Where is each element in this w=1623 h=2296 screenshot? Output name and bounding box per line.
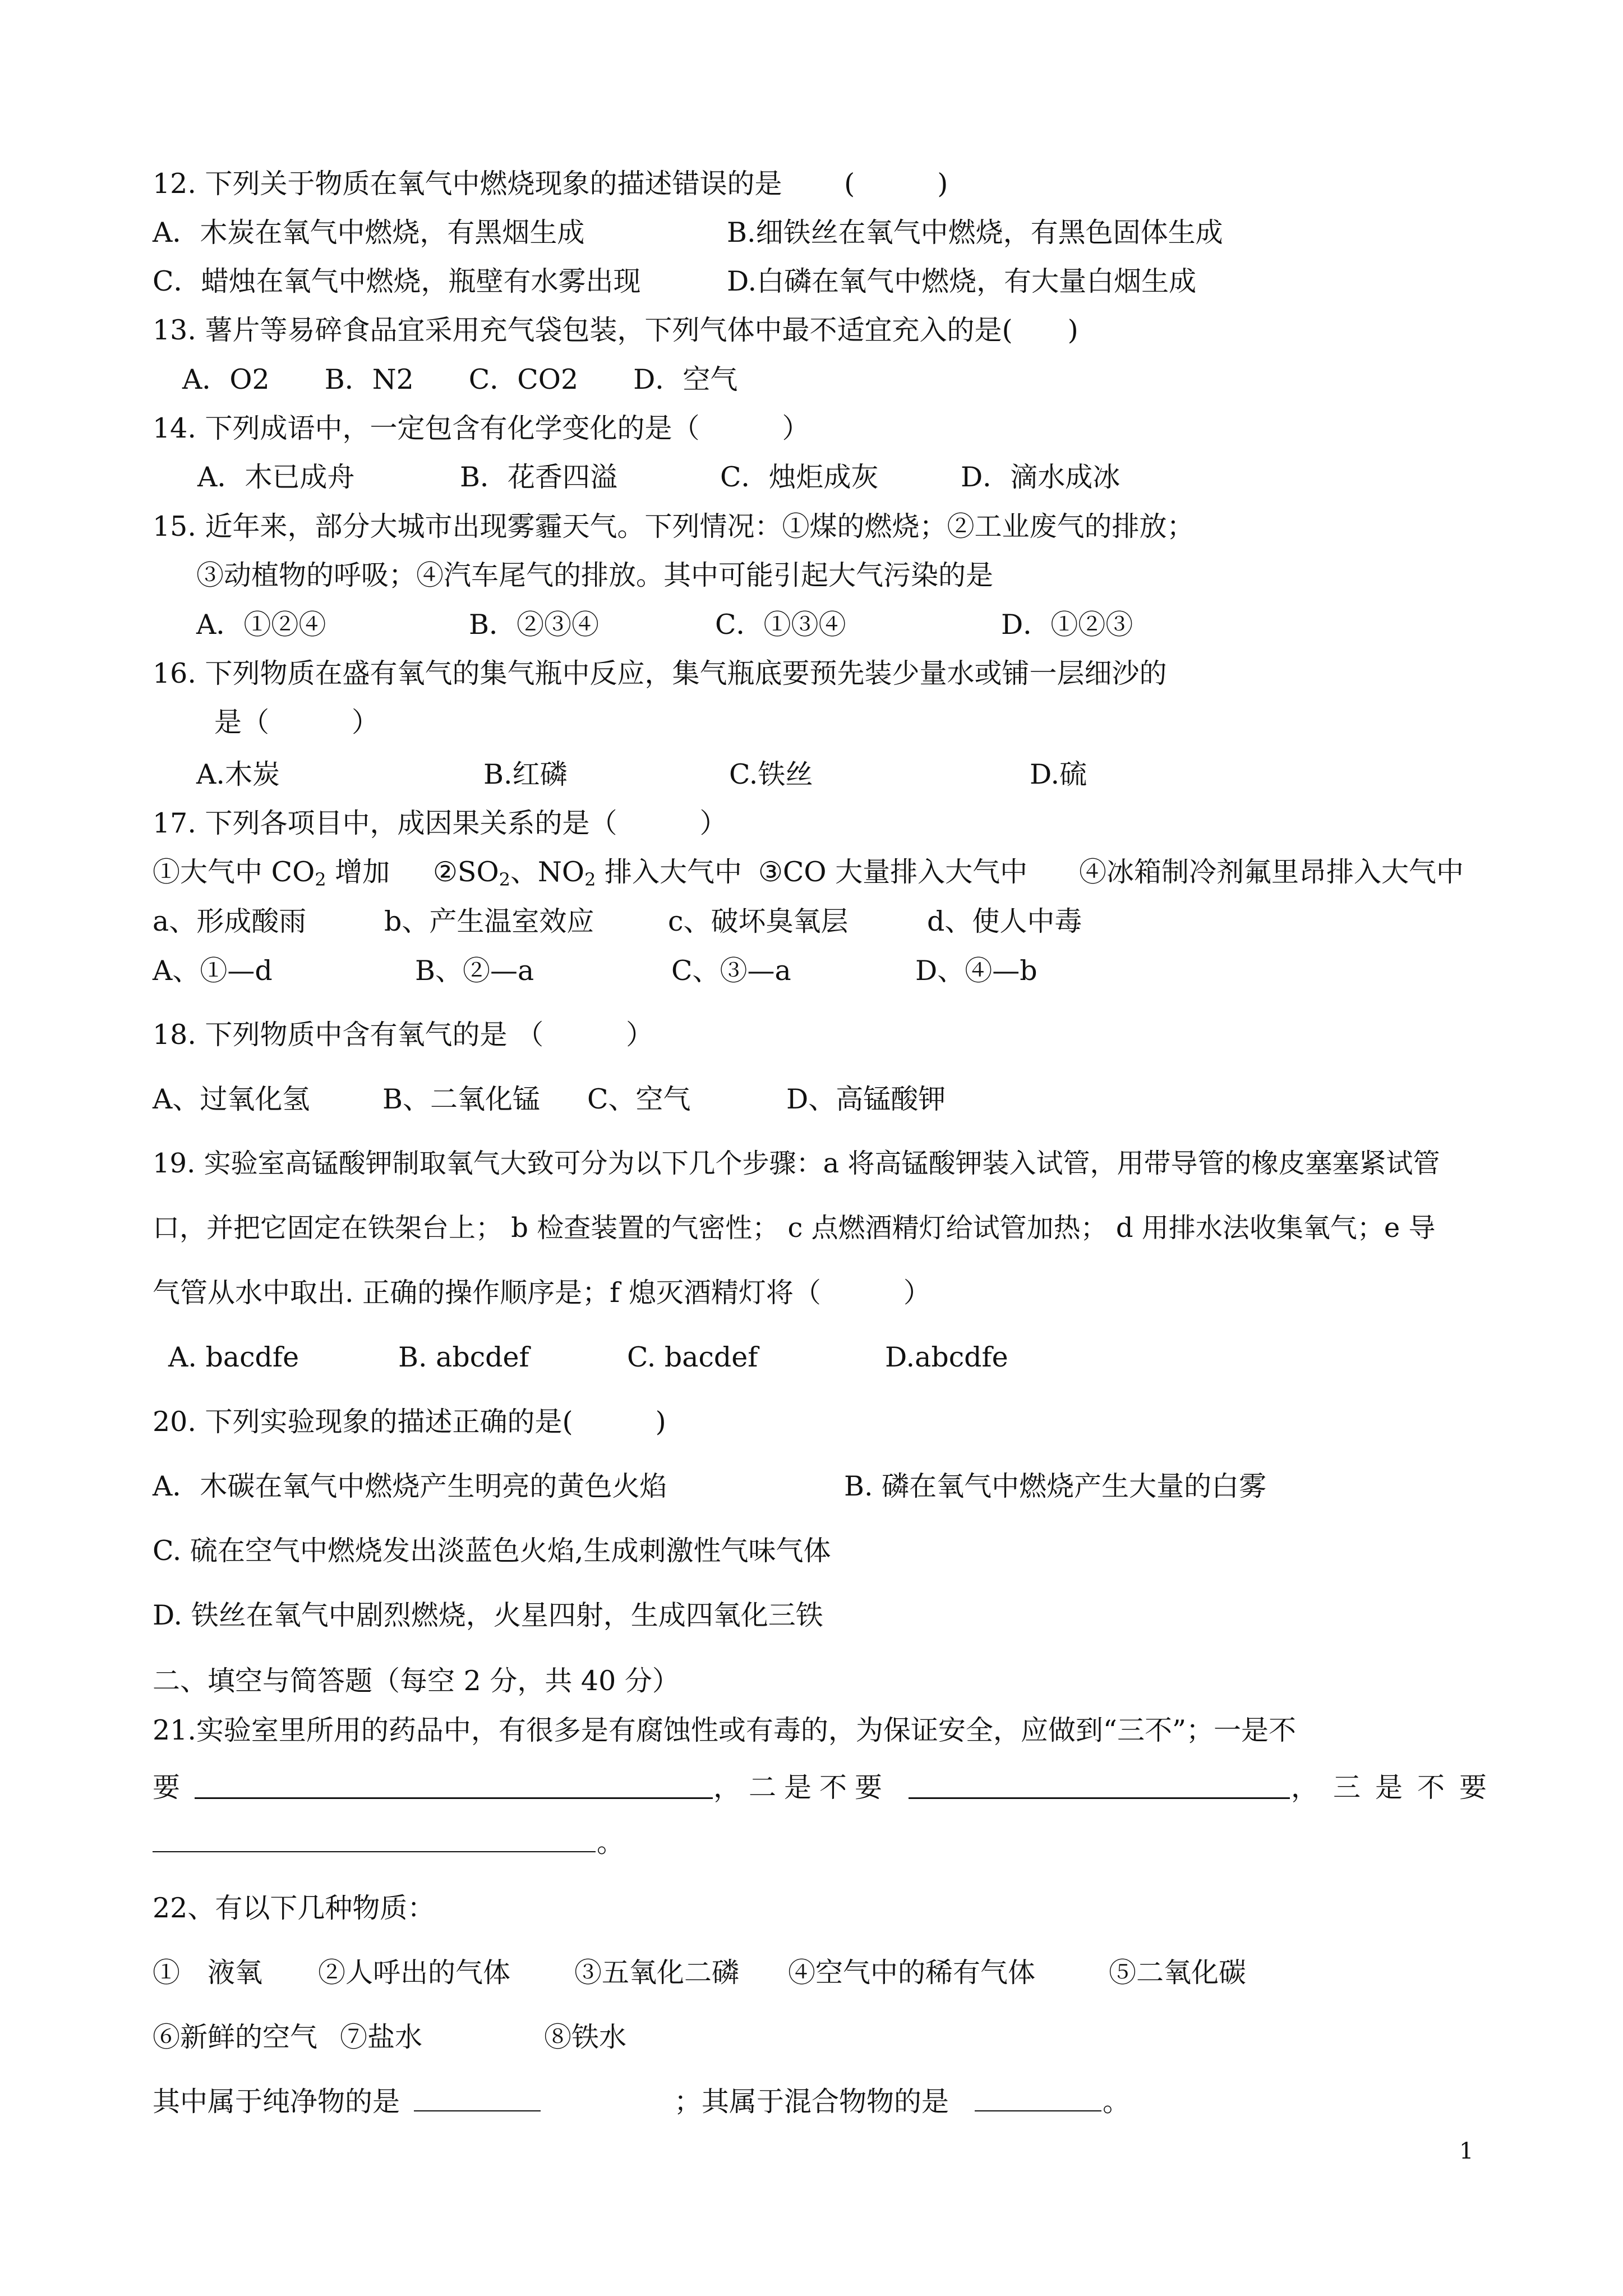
q12-answer-paren: ( ) (844, 168, 948, 200)
q21-answer-blank-2[interactable] (909, 1772, 1290, 1799)
q22-item-2: ②人呼出的气体 (318, 1957, 511, 1989)
page-number: 1 (1459, 2138, 1474, 2164)
q16-stem-line2: 是（ ） (214, 706, 380, 738)
q16-option-b: B.红磷 (483, 758, 568, 790)
q14-option-b: B．花香四溢 (460, 461, 618, 493)
q16-stem-line1: 16. 下列物质在盛有氧气的集气瓶中反应，集气瓶底要预先装少量水或铺一层细沙的 (153, 657, 1167, 689)
q19-option-a: A. bacdfe (168, 1341, 299, 1373)
q22-stem: 22、有以下几种物质： (153, 1892, 435, 1924)
q19-option-d: D.abcdfe (885, 1341, 1008, 1373)
q18-option-d: D、高锰酸钾 (786, 1083, 946, 1115)
q20-option-c: C. 硫在空气中燃烧发出淡蓝色火焰,生成刺激性气味气体 (153, 1535, 831, 1567)
q17-cause-4: ④冰箱制冷剂氟里昂排入大气中 (1079, 856, 1464, 888)
q22-item-5: ⑤二氧化碳 (1109, 1957, 1247, 1989)
q21-answer-blank-1[interactable] (195, 1772, 713, 1799)
q19-stem-line1: 19. 实验室高锰酸钾制取氧气大致可分为以下几个步骤：a 将高锰酸钾装入试管，用带导管的橡皮塞塞紧试管 (153, 1148, 1440, 1179)
q12-option-d: D.白磷在氧气中燃烧，有大量白烟生成 (727, 265, 1197, 297)
q22-item-6: ⑥新鲜的空气 (153, 2021, 318, 2053)
q17-cause-3: ③CO 大量排入大气中 (758, 856, 1028, 888)
q22-mixture-label: ；其属于混合物物的是 (674, 2086, 949, 2118)
q22-item-3: ③五氧化二磷 (574, 1957, 740, 1989)
q21-part-1: 要 (153, 1772, 181, 1803)
q17-cause-2: $②SO_2$、$NO_2$ 排入大气中 (433, 856, 743, 890)
q15-option-d: D．①②③ (1001, 609, 1133, 641)
q17-option-d: D、④—b (915, 955, 1038, 987)
q19-stem-line2: 口，并把它固定在铁架台上； b 检查装置的气密性； c 点燃酒精灯给试管加热； d 用排水法收集氧气；e 导 (153, 1212, 1436, 1244)
q22-end: 。 (1103, 2086, 1131, 2118)
q18-option-c: C、空气 (587, 1083, 691, 1115)
q15-option-b: B．②③④ (469, 609, 600, 641)
q19-stem-line3: 气管从水中取出. 正确的操作顺序是；f 熄灭酒精灯将（ ） (153, 1277, 931, 1309)
q12-stem: 12. 下列关于物质在氧气中燃烧现象的描述错误的是 ( ) (153, 168, 948, 200)
q13-options: A．O2 B．N2 C．CO2 D．空气 (182, 364, 738, 395)
q16-option-d: D.硫 (1030, 758, 1087, 790)
q14-option-a: A．木已成舟 (197, 461, 355, 493)
q21-stem-line1: 21.实验室里所用的药品中，有很多是有腐蚀性或有毒的，为保证安全，应做到“三不”；一是不 (153, 1714, 1297, 1746)
q17-cause-1: ①大气中 $CO_2$ 增加 (153, 856, 390, 890)
q18-option-b: B、二氧化锰 (382, 1083, 541, 1115)
q17-option-b: B、②—a (415, 955, 534, 987)
q21-part-2: ，二是不要 (713, 1772, 891, 1803)
section-heading: 二、填空与简答题（每空 2 分，共 40 分） (153, 1665, 680, 1697)
q16-option-a: A.木炭 (196, 758, 280, 790)
q22-item-7: ⑦盐水 (340, 2021, 423, 2053)
q22-item-1: ① 液氧 (153, 1957, 263, 1989)
q17-effect-c: c、破坏臭氧层 (668, 905, 849, 937)
q21-end: 。 (597, 1826, 625, 1858)
q20-option-b: B. 磷在氧气中燃烧产生大量的白雾 (844, 1470, 1267, 1502)
q15-option-a: A．①②④ (196, 609, 326, 641)
q13-stem: 13. 薯片等易碎食品宜采用充气袋包装，下列气体中最不适宜充入的是( ) (153, 314, 1078, 346)
q14-option-c: C．烛炬成灰 (720, 461, 879, 493)
q17-effect-d: d、使人中毒 (927, 905, 1082, 937)
q12-option-a: A．木炭在氧气中燃烧，有黑烟生成 (153, 217, 585, 249)
q17-effect-b: b、产生温室效应 (384, 905, 594, 937)
q20-option-a: A．木碳在氧气中燃烧产生明亮的黄色火焰 (153, 1470, 667, 1502)
q18-option-a: A、过氧化氢 (153, 1083, 310, 1115)
q18-stem: 18. 下列物质中含有氧气的是 （ ） (153, 1019, 654, 1051)
q17-stem: 17. 下列各项目中，成因果关系的是（ ） (153, 807, 727, 839)
q15-stem-line2: ③动植物的呼吸；④汽车尾气的排放。其中可能引起大气污染的是 (196, 559, 994, 591)
q14-option-d: D．滴水成冰 (961, 461, 1121, 493)
q22-pure-label: 其中属于纯净物的是 (153, 2086, 400, 2118)
q22-item-8: ⑧铁水 (544, 2021, 627, 2053)
q17-effect-a: a、形成酸雨 (153, 905, 307, 937)
q15-option-c: C．①③④ (715, 609, 846, 641)
q19-option-c: C. bacdef (627, 1341, 758, 1373)
q22-item-4: ④空气中的稀有气体 (788, 1957, 1036, 1989)
q21-part-3: ，三是不要 (1291, 1772, 1502, 1803)
q21-answer-blank-3[interactable] (153, 1825, 596, 1852)
q12-option-c: C．蜡烛在氧气中燃烧，瓶壁有水雾出现 (153, 265, 641, 297)
q19-option-b: B. abcdef (398, 1341, 529, 1373)
q14-stem: 14. 下列成语中，一定包含有化学变化的是（ ） (153, 412, 810, 444)
q17-option-c: C、③—a (671, 955, 791, 987)
q12-option-b: B.细铁丝在氧气中燃烧，有黑色固体生成 (727, 217, 1223, 249)
q22-mixture-blank[interactable] (975, 2085, 1101, 2111)
q17-option-a: A、①—d (153, 955, 273, 987)
q20-option-d: D. 铁丝在氧气中剧烈燃烧，火星四射，生成四氧化三铁 (153, 1599, 823, 1631)
q22-pure-blank[interactable] (414, 2085, 541, 2111)
q20-stem: 20. 下列实验现象的描述正确的是( ) (153, 1406, 666, 1438)
q15-stem-line1: 15. 近年来，部分大城市出现雾霾天气。下列情况：①煤的燃烧；②工业废气的排放； (153, 510, 1195, 542)
q16-option-c: C.铁丝 (729, 758, 813, 790)
